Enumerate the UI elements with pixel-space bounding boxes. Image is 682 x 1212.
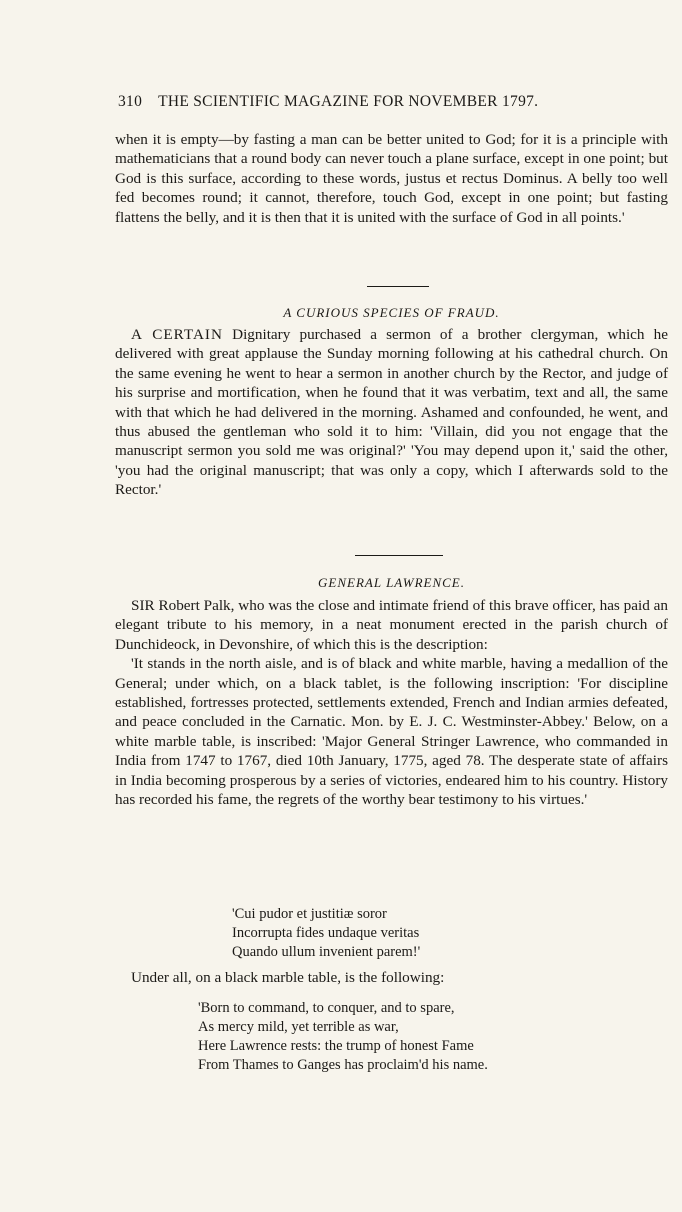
article-title-lawrence: GENERAL LAWRENCE.	[318, 575, 465, 590]
article-title-fraud: A CURIOUS SPECIES OF FRAUD.	[283, 305, 500, 320]
article-fraud-text: Dignitary purchased a sermon of a brother clergyman, which he delivered with great applause the Sunday morning following at his cathedral church. On the same evening he went to hear a sermon in another church by the Rector, and judge of his surprise and mortification, when he found that it was verbatim, text and all, the same with that which he had delivered in the morning. Ashamed and confounded, he went, and thus abused the gentleman who sold it to him: 'Villain, did you not engage that the manuscript sermon you sold me was original?' 'You may depend upon it,' said the other, 'you had the original manuscript; that was only a copy, which I afterwards sold to the Rector.'	[115, 326, 668, 499]
intro-paragraph-block	[115, 130, 668, 227]
verse-line: Quando ullum invenient parem!'	[232, 944, 421, 960]
lawrence-paragraph-3-block	[115, 968, 668, 987]
running-title: THE SCIENTIFIC MAGAZINE FOR NOVEMBER 1797.	[158, 93, 539, 110]
verse-line: Incorrupta fides undaque veritas	[232, 925, 420, 941]
page-number: 310	[118, 93, 143, 110]
article-fraud-body	[115, 325, 668, 500]
running-header	[118, 93, 578, 111]
verse-line: As mercy mild, yet terrible as war,	[198, 1019, 399, 1035]
verse-line: 'Born to command, to conquer, and to spare,	[198, 1000, 455, 1016]
verse-line: 'Cui pudor et justitiæ soror	[232, 906, 387, 922]
lawrence-paragraph-3: Under all, on a black marble table, is the following:	[131, 969, 445, 986]
english-verse	[198, 999, 488, 1075]
section-divider	[355, 555, 443, 556]
article-fraud-lead: A CERTAIN	[131, 326, 223, 343]
latin-verse	[232, 905, 420, 962]
article-lawrence-body	[115, 596, 668, 809]
lawrence-paragraph-1: SIR Robert Palk, who was the close and intimate friend of this brave officer, has paid an elegant tribute to his memory, in a neat monument erected in the parish church of Dunchideock, in Devonshire, of which this is the description:	[115, 597, 668, 653]
intro-paragraph: when it is empty—by fasting a man can be better united to God; for it is a principle with mathematicians that a round body can never touch a plane surface, except in one point; but God is this surface, according to these words, justus et rectus Dominus. A belly too well fed becomes round; it cannot, therefore, touch God, except in one point; but fasting flattens the belly, and it is then that it is united with the surface of God in all points.'	[115, 131, 668, 226]
section-divider	[367, 286, 429, 287]
article-fraud-paragraph	[115, 325, 668, 500]
verse-line: Here Lawrence rests: the trump of honest Fame	[198, 1038, 474, 1054]
verse-line: From Thames to Ganges has proclaim'd his name.	[198, 1057, 488, 1073]
lawrence-paragraph-2: 'It stands in the north aisle, and is of black and white marble, having a medallion of the General; under which, on a black tablet, is the following inscription: 'For discipline established, fortresses protected, settlements extended, French and Indian armies defeated, and peace concluded in the Carnatic. Mon. by E. J. C. Westminster-Abbey.' Below, on a white marble table, is inscribed: 'Major General Stringer Lawrence, who commanded in India from 1747 to 1767, died 10th January, 1775, aged 78. The desperate state of affairs in India becoming prosperous by a series of victories, endeared him to his country. History has recorded his fame, the regrets of the worthy bear testimony to his virtues.'	[115, 655, 668, 809]
